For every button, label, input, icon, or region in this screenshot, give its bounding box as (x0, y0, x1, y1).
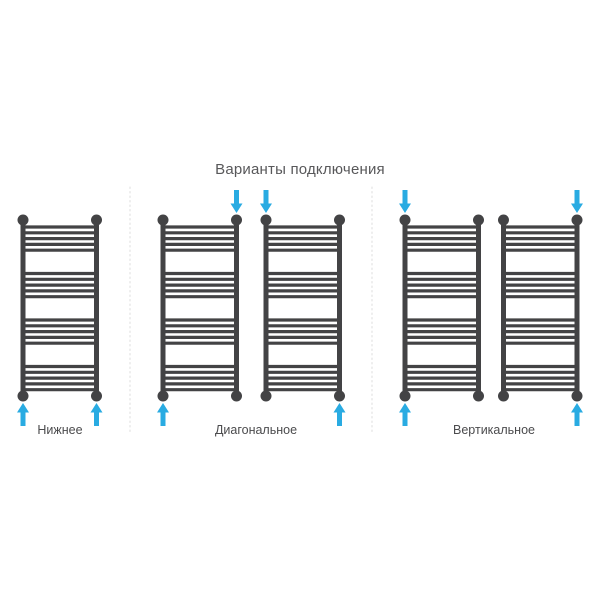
rail-cap (400, 391, 411, 402)
rail-cap (572, 391, 583, 402)
arrow-down-icon (399, 190, 411, 213)
arrow-down-icon (571, 190, 583, 213)
figure-title: Варианты подключения (215, 161, 385, 178)
rail-cap (261, 215, 272, 226)
rail-cap (334, 391, 345, 402)
rail-cap (572, 215, 583, 226)
section-label-bottom: Нижнее (37, 423, 83, 437)
towel-rail-diagonal (157, 190, 243, 426)
arrow-up-icon (399, 403, 411, 426)
rail-cap (231, 391, 242, 402)
section-label-vertical: Вертикальное (453, 423, 535, 437)
rail-cap (158, 391, 169, 402)
rail-cap (231, 215, 242, 226)
rail-cap (91, 215, 102, 226)
rail-cap (18, 215, 29, 226)
rail-cap (498, 215, 509, 226)
towel-rail-diagonal (260, 190, 346, 426)
arrow-up-icon (157, 403, 169, 426)
towel-rail-vertical (498, 190, 583, 426)
rail-cap (473, 215, 484, 226)
towel-rail-vertical (399, 190, 484, 426)
section-label-diagonal: Диагональное (214, 423, 298, 437)
arrow-down-icon (231, 190, 243, 213)
rail-cap (334, 215, 345, 226)
rail-cap (400, 215, 411, 226)
rail-cap (473, 391, 484, 402)
rail-cap (261, 391, 272, 402)
arrow-down-icon (260, 190, 272, 213)
rail-cap (158, 215, 169, 226)
rail-cap (498, 391, 509, 402)
rail-cap (18, 391, 29, 402)
towel-rail-bottom (17, 215, 103, 427)
rail-cap (91, 391, 102, 402)
